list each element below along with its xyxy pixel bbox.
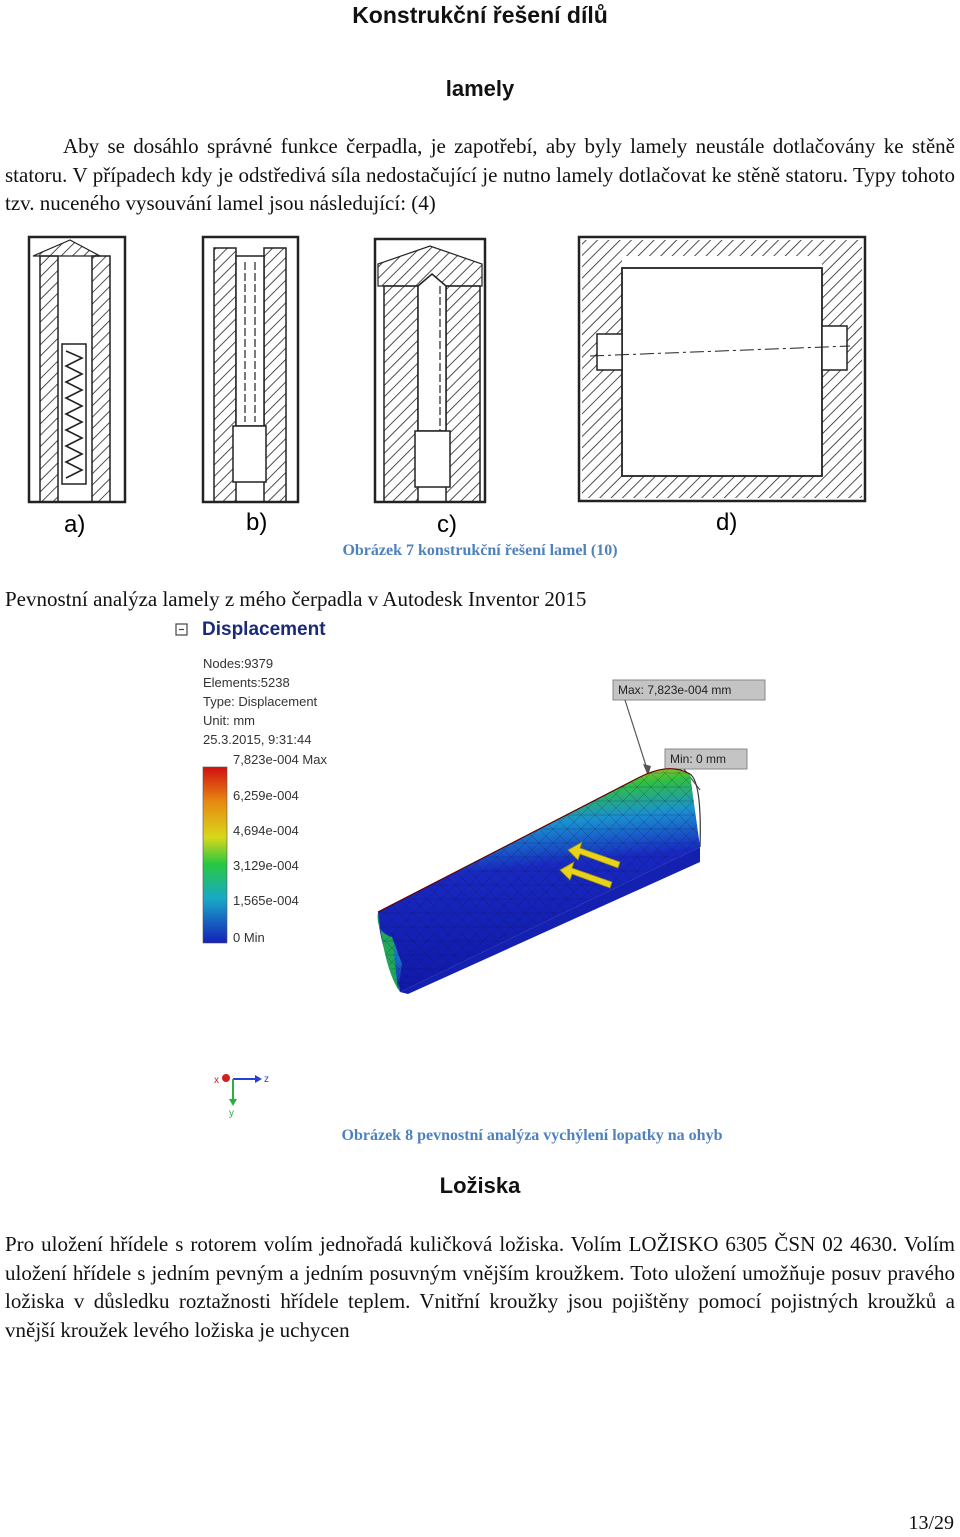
paragraph-intro: Aby se dosáhlo správné funkce čerpadla, je zapotřebí, aby byly lamely neustále dotlačovány ke stěně statoru. V případech kdy je odstředivá síla nedostačující je nutno lamely dotlačovat ke stěně statoru. Typy tohoto tzv. nuceného vysouvání lamel jsou následující: (4) [5, 134, 955, 215]
paragraph-bearings: Pro uložení hřídele s rotorem volím jednořadá kuličková ložiska. Volím LOŽISKO 6305 ČSN 02 4630. Volím uložení hřídele s jedním pevným a jedním posuvným vnějším kroužkem. Toto uložení umožňuje posuv pravého ložiska v důsledku roztažnosti hřídele teplem. Vnitřní kroužky jsou pojištěny pomocí pojistných kroužků a vnější kroužek levého ložiska je uchycen [5, 1232, 955, 1342]
vane-fea-model [378, 769, 701, 994]
figure-caption-7: Obrázek 7 konstrukční řešení lamel (10) [342, 542, 618, 559]
legend-label-min: 0 Min [233, 930, 265, 945]
paragraph-analysis: Pevnostní analýza lamely z mého čerpadla v Autodesk Inventor 2015 [5, 587, 587, 611]
info-type: Type: Displacement [203, 694, 318, 709]
figure-label-c: c) [437, 511, 457, 538]
info-date: 25.3.2015, 9:31:44 [203, 732, 312, 747]
vane-design-b [203, 237, 298, 502]
section-heading-lamely: lamely [445, 76, 515, 101]
figure-label-d: d) [716, 509, 738, 536]
legend-label-max: 7,823e-004 Max [233, 752, 327, 767]
legend-label-2: 6,259e-004 [233, 788, 299, 803]
figure-caption-8: Obrázek 8 pevnostní analýza vychýlení lopatky na ohyb [341, 1127, 723, 1144]
info-elements: Elements:5238 [203, 675, 290, 690]
vane-design-c [375, 239, 485, 502]
section-heading-loziska: Ložiska [439, 1173, 521, 1198]
color-scale-bar [203, 767, 227, 943]
figure-label-a: a) [64, 511, 86, 538]
triad-z-label: z [264, 1074, 269, 1085]
displacement-title: Displacement [202, 619, 326, 640]
page-title: Konstrukční řešení dílů [352, 2, 608, 28]
page-number: 13/29 [908, 1512, 954, 1534]
vane-design-a [29, 237, 125, 502]
legend-label-5: 1,565e-004 [233, 893, 299, 908]
info-nodes: Nodes:9379 [203, 656, 274, 671]
coordinate-triad [214, 1074, 269, 1119]
min-callout-label: Min: 0 mm [670, 752, 727, 766]
triad-y-label: y [229, 1108, 234, 1119]
max-callout-label: Max: 7,823e-004 mm [618, 683, 732, 697]
legend-label-3: 4,694e-004 [233, 823, 299, 838]
vane-design-d [579, 237, 865, 501]
figure-vane-designs [0, 226, 960, 546]
triad-x-label: x [214, 1075, 219, 1086]
figure-label-b: b) [246, 509, 268, 536]
figure-displacement-analysis [0, 612, 960, 1122]
info-unit: Unit: mm [203, 713, 255, 728]
legend-label-4: 3,129e-004 [233, 858, 299, 873]
